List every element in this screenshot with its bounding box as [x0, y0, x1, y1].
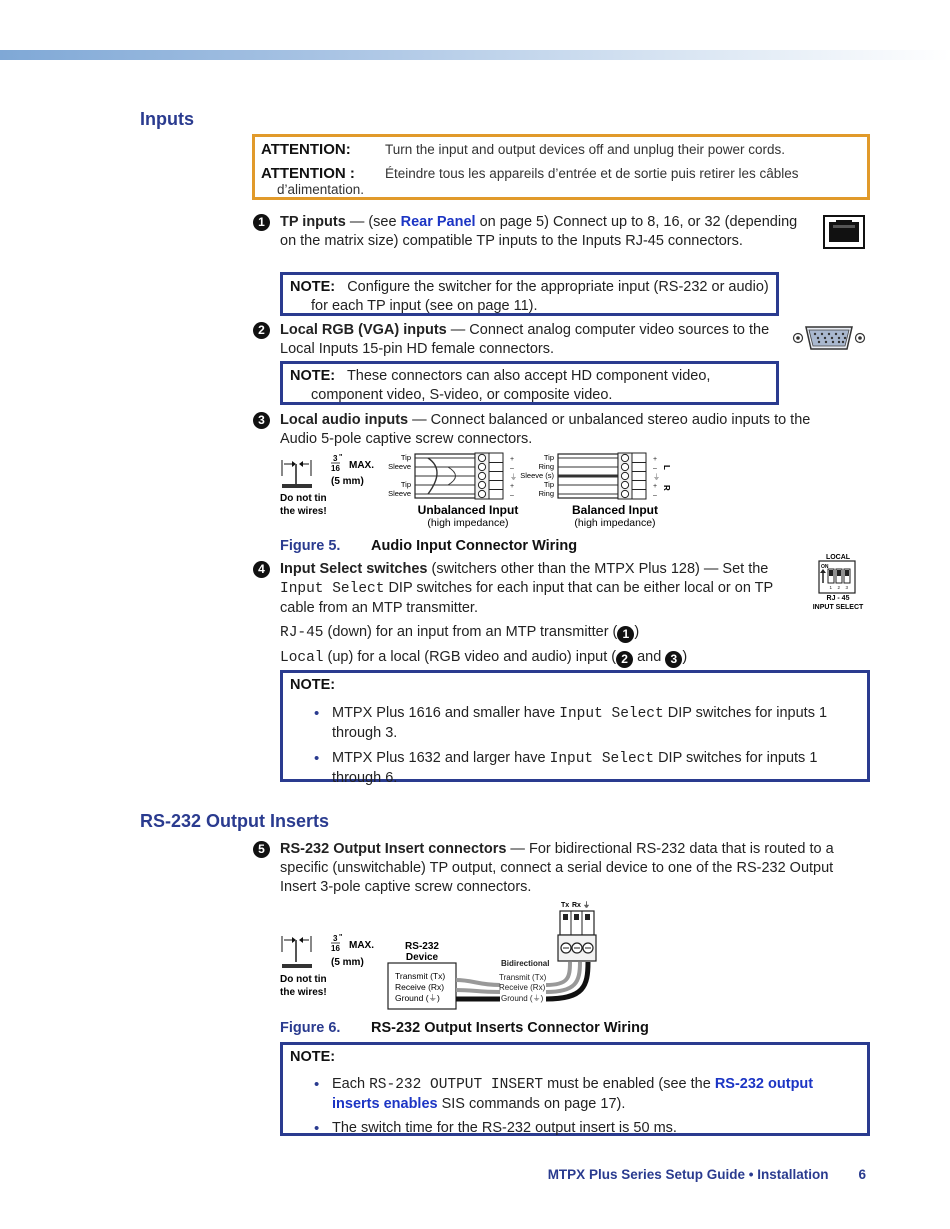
rear-panel-link[interactable]: Rear Panel — [400, 214, 476, 230]
note-input-select — [280, 670, 870, 786]
item1-paragraph — [280, 213, 800, 251]
svg-text:1: 1 — [829, 585, 833, 590]
cable-rx: Receive (Rx) — [499, 983, 546, 992]
label-L: L — [662, 465, 671, 470]
svg-text:⏚: ⏚ — [653, 474, 660, 481]
top-tx: Tx — [561, 902, 570, 909]
inline-number-1: 1 — [617, 626, 634, 643]
note-bullet-1: • Each RS-232 OUTPUT INSERT must be enabled (see the RS-232 output inserts enables SIS commands on page 17). — [314, 1076, 814, 1112]
unbal-label-2: Tip — [400, 480, 411, 489]
unbal-label-1: Sleeve — [388, 462, 411, 471]
svg-text:–: – — [510, 465, 514, 472]
item4-title: Input Select switches — [280, 561, 428, 577]
vga-connector-icon — [792, 322, 866, 354]
frac-den-2: 16 — [331, 944, 340, 953]
unbalanced-title: Unbalanced Input — [417, 503, 519, 517]
svg-text:⏚: ⏚ — [510, 474, 517, 481]
inline-number-3: 3 — [665, 651, 682, 668]
figure-number: Figure 5. — [280, 538, 341, 554]
item-number-1: 1 — [253, 214, 270, 231]
unbalanced-sub: (high impedance) — [427, 517, 509, 529]
rs232-wiring-diagram — [278, 898, 598, 1014]
bal-label-2: Sleeve (s) — [520, 471, 554, 480]
unbal-label-0: Tip — [400, 453, 411, 462]
bal-label-3: Tip — [543, 480, 554, 489]
device-tx: Transmit (Tx) — [395, 971, 446, 981]
item3-paragraph — [280, 411, 845, 449]
item4-text-a: (switchers other than the MTPX Plus 128) — Set the — [427, 561, 769, 577]
bullet2-mono: Input Select — [549, 751, 655, 767]
device-label-1: RS-232 — [405, 941, 439, 952]
bal-label-4: Ring — [538, 489, 554, 498]
bal-label-0: Tip — [543, 453, 554, 462]
no-tin-1: Do not tin — [280, 493, 327, 504]
svg-text:–: – — [653, 465, 657, 472]
item2-title: Local RGB (VGA) inputs — [280, 322, 447, 338]
note-bullet-1: • MTPX Plus 1616 and smaller have Input Select DIP switches for inputs 1 through 3. — [314, 705, 828, 741]
dip-select-label: INPUT SELECT — [812, 604, 864, 611]
item5-title: RS-232 Output Insert connectors — [280, 841, 507, 857]
item5-text: — For bidirectional RS-232 data that is routed to a specific (unswitchable) TP output, connect a serial device to one of the RS-232 Output Insert 3-pole captive screw connectors. — [280, 841, 834, 895]
note-text: Configure the switcher for the appropriate input (RS-232 or audio) for each TP input (see on page 11). — [311, 279, 769, 314]
figure-6-caption — [280, 1019, 649, 1038]
rj45-setting — [280, 623, 840, 643]
rj45-mono: RJ-45 — [280, 625, 324, 641]
wire-strip-gauge — [280, 454, 374, 517]
bidirectional-label: Bidirectional — [501, 959, 550, 968]
rs232-device — [388, 941, 456, 1009]
rj45-end: ) — [634, 624, 640, 640]
strip-mm: (5 mm) — [331, 476, 364, 487]
item3-text: — Connect balanced or unbalanced stereo audio inputs to the Audio 5-pole captive screw connectors. — [280, 412, 811, 447]
bullet2-b: DIP switches for inputs 1 through 6. — [332, 750, 818, 786]
item4-mono: Input Select — [280, 581, 385, 597]
rj45-text: (down) for an input from an MTP transmitter ( — [323, 624, 618, 640]
device-gnd: Ground (⏚) — [395, 993, 440, 1003]
unbal-label-3: Sleeve — [388, 489, 411, 498]
bullet1-b: must be enabled (see the — [543, 1076, 715, 1092]
attention-text-fr-1: Éteindre tous les appareils d’entrée et de sortie puis retirer les câbles — [385, 166, 799, 181]
svg-text:2: 2 — [837, 585, 841, 590]
note-bullet-2: • The switch time for the RS-232 output insert is 50 ms. — [314, 1120, 677, 1137]
device-label-2: Device — [405, 952, 439, 963]
item3-title: Local audio inputs — [280, 412, 409, 428]
figure-5-caption — [280, 537, 577, 556]
local-end: ) — [682, 649, 688, 665]
item2-paragraph — [280, 321, 775, 359]
item5-paragraph — [280, 840, 870, 897]
attention-box — [252, 134, 870, 200]
note-label: NOTE: — [290, 279, 336, 295]
svg-text:–: – — [510, 492, 514, 499]
frac-num-2: 3 — [333, 934, 338, 943]
footer-title: MTPX Plus Series Setup Guide • Installation — [547, 1167, 829, 1182]
inline-number-2: 2 — [616, 651, 633, 668]
frac-inch-2: " — [339, 934, 343, 941]
bullet1-a: Each — [332, 1076, 370, 1092]
frac-num: 3 — [333, 454, 338, 463]
note-label: NOTE: — [290, 368, 336, 384]
attention-label-en: ATTENTION: — [261, 141, 351, 158]
header-gradient-bar — [0, 50, 950, 60]
note-label: NOTE: — [290, 1049, 336, 1065]
bullet1-b: DIP switches for inputs 1 through 3. — [332, 705, 828, 741]
section-title-rs232: RS-232 Output Inserts — [140, 811, 330, 831]
cable-gnd: Ground (⏚) — [501, 994, 544, 1003]
bullet2-text: The switch time for the RS-232 output insert is 50 ms. — [332, 1120, 677, 1136]
attention-label-fr: ATTENTION : — [261, 165, 355, 182]
audio-wiring-diagram — [278, 450, 678, 532]
label-R: R — [662, 485, 671, 491]
bullet2-a: MTPX Plus 1632 and larger have — [332, 750, 550, 766]
strip-max-2: MAX. — [349, 940, 374, 951]
device-rx: Receive (Rx) — [395, 982, 445, 992]
no-tin-2b: the wires! — [280, 987, 327, 998]
bullet1-a: MTPX Plus 1616 and smaller have — [332, 705, 560, 721]
figure-title: RS-232 Output Inserts Connector Wiring — [371, 1020, 649, 1036]
bal-label-1: Ring — [538, 462, 554, 471]
item4-text-b: DIP switches for each input that can be either local or on TP cable from an MTP transmitter. — [280, 580, 773, 616]
svg-text:–: – — [653, 492, 657, 499]
item-number-4: 4 — [253, 561, 270, 578]
local-setting — [280, 648, 840, 668]
attention-text-en: Turn the input and output devices off and unplug their power cords. — [385, 142, 786, 157]
top-rx: Rx — [572, 902, 581, 909]
svg-text:+: + — [510, 456, 515, 463]
bullet1-c: SIS commands on page 17). — [437, 1096, 626, 1112]
unbalanced-connector — [388, 453, 518, 529]
item1-title: TP inputs — [280, 214, 346, 230]
dip-on-label: ON — [821, 564, 829, 570]
item1-post: on page 5) Connect up to 8, 16, or 32 (depending on the matrix size) compatible TP inputs to the Inputs RJ-45 connectors. — [280, 214, 798, 249]
svg-text:+: + — [653, 483, 658, 490]
note-tp-inputs — [280, 272, 779, 316]
dip-rj45-label: RJ - 45 — [826, 595, 850, 602]
item1-pre: — (see — [345, 214, 401, 230]
svg-text:+: + — [653, 456, 658, 463]
rs232-cable — [456, 959, 588, 1003]
section-title-inputs: Inputs — [140, 109, 194, 129]
strip-max: MAX. — [349, 460, 374, 471]
figure-title: Audio Input Connector Wiring — [371, 538, 578, 554]
note-vga-inputs — [280, 361, 779, 405]
balanced-connector — [520, 453, 671, 529]
page-footer — [548, 1165, 866, 1184]
wire-strip-gauge-2 — [280, 934, 374, 998]
frac-den: 16 — [331, 464, 340, 473]
item-number-2: 2 — [253, 322, 270, 339]
frac-inch: " — [339, 454, 343, 461]
item-number-3: 3 — [253, 412, 270, 429]
bullet1-mono: RS-232 OUTPUT INSERT — [369, 1077, 544, 1093]
no-tin-1b: Do not tin — [280, 974, 327, 985]
dip-local-label: LOCAL — [825, 554, 851, 561]
rj45-port-icon — [823, 215, 865, 249]
strip-mm-2: (5 mm) — [331, 957, 364, 968]
local-and: and — [633, 649, 666, 665]
balanced-sub: (high impedance) — [574, 517, 656, 529]
figure-number: Figure 6. — [280, 1020, 341, 1036]
note-rs232-inserts — [280, 1042, 870, 1136]
item4-paragraph — [280, 560, 805, 618]
balanced-title: Balanced Input — [571, 503, 659, 517]
local-text: (up) for a local (RGB video and audio) input ( — [323, 649, 617, 665]
svg-text:3: 3 — [845, 585, 849, 590]
page-number: 6 — [858, 1167, 866, 1182]
item-number-5: 5 — [253, 841, 270, 858]
bullet1-mono: Input Select — [559, 706, 664, 722]
no-tin-2: the wires! — [280, 506, 327, 517]
note-label: NOTE: — [290, 677, 336, 693]
top-gnd: ⏚ — [583, 902, 590, 909]
item2-text: — Connect analog computer video sources to the Local Inputs 15-pin HD female connectors. — [280, 322, 770, 357]
attention-text-fr-2: d’alimentation. — [277, 182, 365, 197]
note-bullet-2: • MTPX Plus 1632 and larger have Input Select DIP switches for inputs 1 through 6. — [314, 750, 818, 786]
dip-switch-icon — [807, 551, 869, 613]
local-mono: Local — [280, 650, 324, 666]
captive-screw-connector — [558, 901, 596, 961]
rs232-enables-link[interactable]: RS-232 output inserts enables — [332, 1076, 814, 1112]
svg-text:+: + — [510, 483, 515, 490]
cable-tx: Transmit (Tx) — [499, 973, 547, 982]
note-text: These connectors can also accept HD component video, component video, S-video, or composite video. — [311, 368, 711, 403]
